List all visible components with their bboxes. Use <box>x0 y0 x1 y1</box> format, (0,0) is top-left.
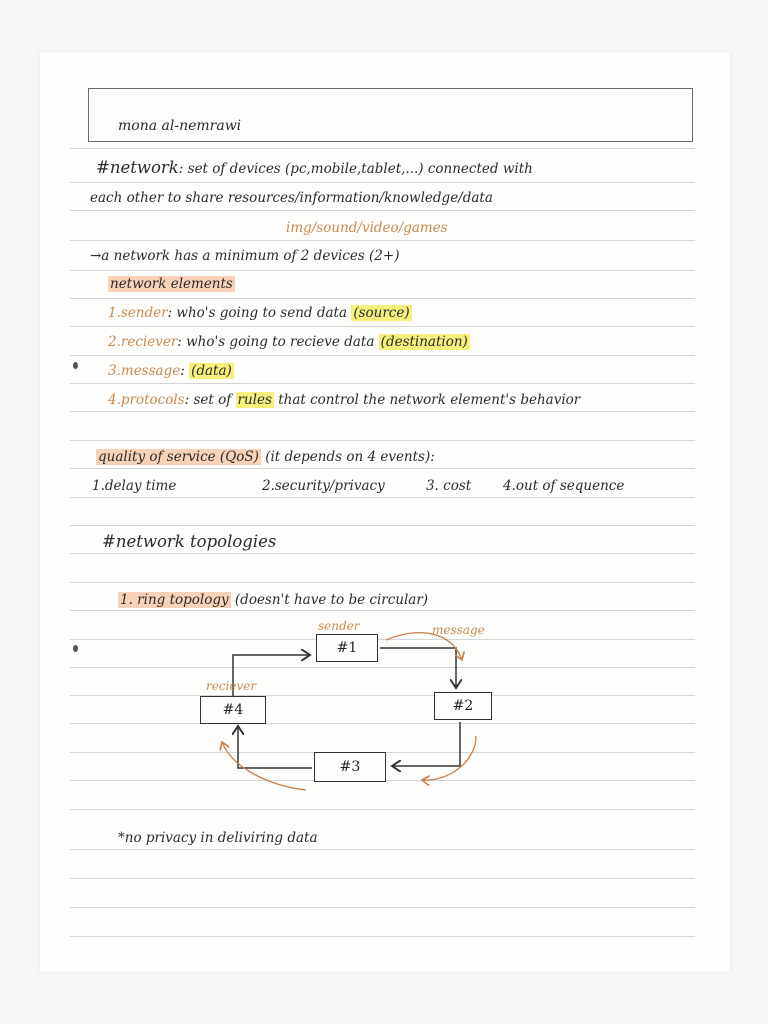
elements-heading-text: network elements <box>110 276 233 292</box>
topologies-heading: #network topologies <box>102 532 277 551</box>
element-tag: (destination) <box>380 334 468 350</box>
element-name: message <box>120 363 181 379</box>
element-desc: : who's going to send data <box>167 305 348 321</box>
link-1-to-2 <box>380 648 456 688</box>
link-3-to-4 <box>238 726 312 768</box>
element-desc: : who's going to recieve data <box>177 334 375 350</box>
flow-arrow-3-4 <box>222 742 306 790</box>
ring-node-4: #4 <box>200 696 266 724</box>
element-tag: rules <box>237 392 272 408</box>
element-name: reciever <box>120 334 178 350</box>
element-desc: : set of <box>184 392 232 408</box>
element-tag: (data) <box>191 363 232 379</box>
ring-node-2: #2 <box>434 692 492 720</box>
link-2-to-3 <box>392 722 460 766</box>
qos-event-1: 1.delay time <box>92 478 177 494</box>
author-name: mona al-nemrawi <box>118 118 242 134</box>
qos-event-2: 2.security/privacy <box>262 478 385 494</box>
data-examples: img/sound/video/games <box>286 220 448 236</box>
element-num: 2. <box>108 334 121 350</box>
network-heading: #network <box>96 158 179 177</box>
minimum-devices-line: →a network has a minimum of 2 devices (2+) <box>90 248 400 264</box>
ring-node-3: #3 <box>314 752 386 782</box>
qos-note: (it depends on 4 events): <box>265 449 435 465</box>
message-label: message <box>432 623 485 637</box>
element-num: 4. <box>108 392 121 408</box>
ring-node-1: #1 <box>316 634 378 662</box>
network-definition-text1: : set of devices (pc,mobile,tablet,...) connected with <box>178 161 533 177</box>
element-name: sender <box>120 305 168 321</box>
reciever-label: reciever <box>206 679 257 693</box>
sender-label: sender <box>318 619 360 633</box>
element-num: 1. <box>108 305 121 321</box>
ring-footnote: *no privacy in deliviring data <box>118 830 318 846</box>
flow-arrow-2-3 <box>422 736 476 780</box>
qos-heading: quality of service (QoS) <box>98 449 259 465</box>
network-definition-line2: each other to share resources/information/knowledge/data <box>90 190 493 206</box>
qos-event-3: 3. cost <box>426 478 472 494</box>
element-desc-after: that control the network element's behavior <box>278 392 581 408</box>
ring-topology-label: 1. ring topology <box>120 592 229 608</box>
element-tag: (source) <box>353 305 410 321</box>
ring-topology-note: (doesn't have to be circular) <box>234 592 429 608</box>
qos-event-4: 4.out of sequence <box>503 478 625 494</box>
element-num: 3. <box>108 363 121 379</box>
element-desc: : <box>180 363 185 379</box>
element-name: protocols <box>120 392 185 408</box>
